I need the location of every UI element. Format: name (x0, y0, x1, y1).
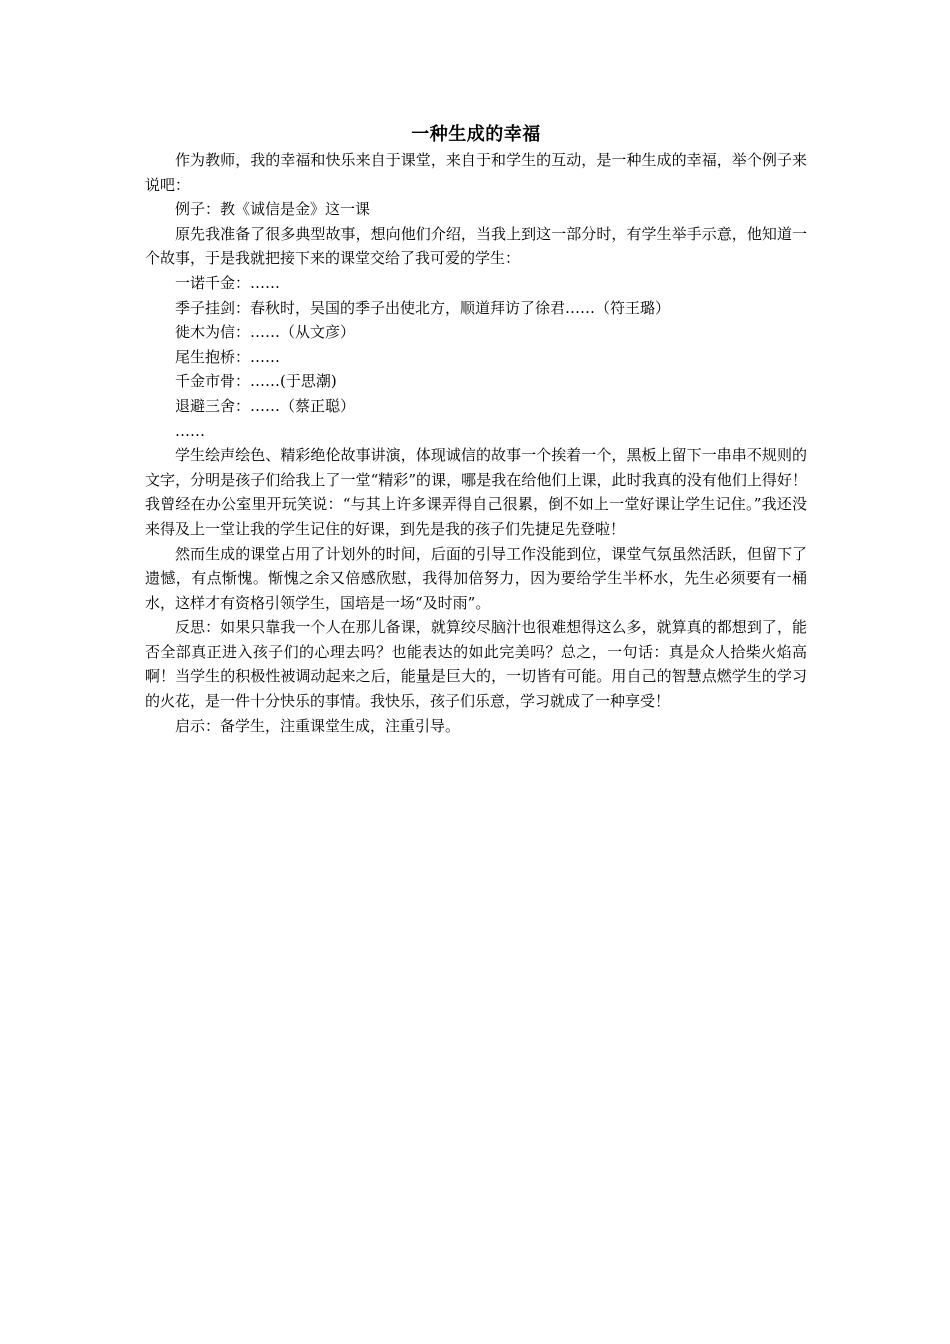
insight-paragraph: 启示：备学生，注重课堂生成，注重引导。 (175, 716, 461, 735)
story-item: 退避三舍：……（蔡正聪） (175, 396, 356, 415)
story-item: 一诺千金：…… (175, 273, 281, 292)
narrative-paragraph: 学生绘声绘色、精彩绝伦故事讲演，体现诚信的故事一个挨着一个，黑板上留下一串串不规则的文字，分明是孩子们给我上了一堂“精彩”的课，哪是我在给他们上课，此时我真的没有他们上得好！我曾经在办公室里开玩笑说：“与其上许多课弄得自己很累，倒不如上一堂好课让学生记住。”我还没来得及上一堂让我的学生记住的好课，到先是我的孩子们先捷足先登啦！ (145, 446, 807, 538)
story-item: 徙木为信：……（从文彦） (175, 323, 356, 342)
story-ellipsis: …… (175, 421, 205, 440)
example-heading: 例子：教《诚信是金》这一课 (175, 200, 371, 219)
document-title: 一种生成的幸福 (411, 124, 541, 145)
reflection-paragraph: 反思：如果只靠我一个人在那儿备课，就算绞尽脑汁也很难想得这么多，就算真的都想到了，能否全部真正进入孩子们的心理去吗？也能表达的如此完美吗？总之，一句话：真是众人拾柴火焰高啊！当学生的积极性被调动起来之后，能量是巨大的，一切皆有可能。用自己的智慧点燃学生的学习的火花，是一件十分快乐的事情。我快乐，孩子们乐意，学习就成了一种享受！ (145, 618, 807, 711)
background-paragraph: 原先我准备了很多典型故事，想向他们介绍，当我上到这一部分时，有学生举手示意，他知道一个故事，于是我就把接下来的课堂交给了我可爱的学生： (145, 224, 807, 268)
story-item: 尾生抱桥：…… (175, 347, 281, 366)
story-item: 季子挂剑：春秋时，吴国的季子出使北方，顺道拜访了徐君……（符王璐） (175, 298, 671, 317)
narrative-paragraph: 然而生成的课堂占用了计划外的时间，后面的引导工作没能到位，课堂气氛虽然活跃，但留下了遗憾，有点惭愧。惭愧之余又倍感欣慰，我得加倍努力，因为要给学生半杯水，先生必须要有一桶水，这样才有资格引领学生，国培是一场“及时雨”。 (145, 544, 807, 612)
document-page (145, 122, 807, 738)
story-item: 千金市骨：……(于思潮) (175, 372, 337, 391)
intro-paragraph: 作为教师，我的幸福和快乐来自于课堂，来自于和学生的互动，是一种生成的幸福，举个例子来说吧： (145, 151, 807, 194)
